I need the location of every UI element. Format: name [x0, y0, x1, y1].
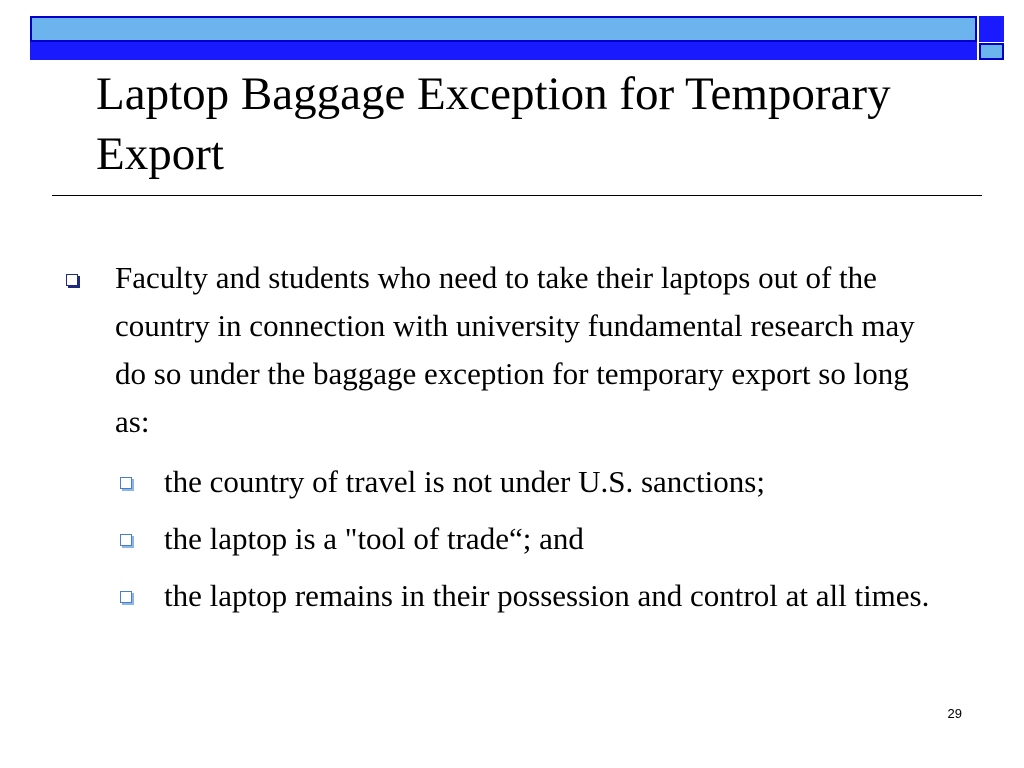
- sub-bullet-item: [120, 572, 960, 620]
- sub-bullet-text: the laptop is a "tool of trade“; and: [164, 521, 584, 556]
- title-divider: [52, 195, 982, 196]
- sub-bullet-text: the laptop remains in their possession and control at all times.: [164, 578, 930, 613]
- square-bullet-icon: [120, 534, 132, 546]
- slide-number: 29: [947, 706, 962, 721]
- sub-bullet-item: [120, 458, 960, 506]
- sub-bullet-item: [120, 515, 960, 563]
- header-corner-square-light: [979, 43, 1004, 60]
- slide-title: Laptop Baggage Exception for Temporary Export: [96, 68, 891, 180]
- header-corner-square-dark: [979, 16, 1004, 42]
- header-bar: [30, 16, 977, 42]
- sub-bullet-text: the country of travel is not under U.S. sanctions;: [164, 464, 765, 499]
- square-bullet-icon: [120, 591, 132, 603]
- square-bullet-icon: [66, 274, 78, 286]
- bullet-text: Faculty and students who need to take their laptops out of the country in connection with university fundamental research may do so under the baggage exception for temporary export so long as:: [115, 260, 915, 439]
- bullet-item: [66, 254, 946, 446]
- header-bar-dark: [30, 40, 977, 60]
- square-bullet-icon: [120, 477, 132, 489]
